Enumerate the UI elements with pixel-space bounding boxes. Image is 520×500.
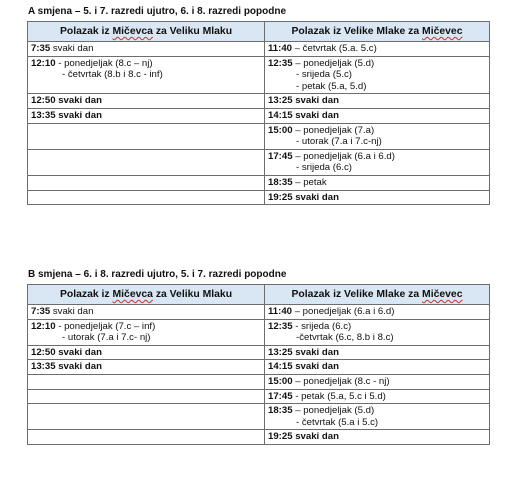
departure-detail: – petak	[292, 176, 327, 188]
departure-micevec-cell	[28, 108, 265, 123]
departure-time: 12:50 svaki dan	[31, 346, 102, 358]
departure-micevec-cell	[28, 56, 265, 94]
departure-velika-mlaka-header	[265, 22, 490, 42]
header-text: za Veliku Mlaku	[152, 289, 233, 300]
departure-micevec-cell	[28, 404, 265, 430]
departure-micevec-header	[28, 285, 265, 305]
departure-time: 15:00	[268, 124, 293, 136]
departure-detail: - ponedjeljak (8.c – nj)	[55, 57, 153, 69]
departure-velika-mlaka-cell	[265, 389, 490, 404]
departure-detail: - petak (5.a, 5.c i 5.d)	[292, 390, 386, 402]
schedule-line	[31, 110, 264, 122]
departure-velika-mlaka-cell	[265, 305, 490, 320]
schedule-line	[31, 69, 264, 81]
schedule-line	[268, 332, 489, 344]
departure-detail: – četvrtak (5.a. 5.c)	[292, 43, 377, 54]
departure-velika-mlaka-cell	[265, 430, 490, 445]
shift-a-table	[27, 21, 490, 205]
schedule-line	[268, 431, 489, 443]
departure-time: 12:35	[268, 320, 293, 332]
departure-micevec-cell	[28, 149, 265, 175]
schedule-line	[268, 81, 489, 93]
table-row	[28, 175, 490, 190]
departure-velika-mlaka-cell	[265, 108, 490, 123]
table-row	[28, 42, 490, 57]
table-header-row	[28, 285, 490, 305]
table-row	[28, 404, 490, 430]
schedule-line	[268, 321, 489, 333]
schedule-line	[268, 110, 489, 122]
shift-b-table	[27, 284, 490, 445]
departure-micevec-cell	[28, 42, 265, 57]
departure-micevec-cell	[28, 123, 265, 149]
departure-time: 11:40	[268, 306, 293, 317]
departure-time: 15:00	[268, 375, 293, 387]
schedule-line	[268, 306, 489, 318]
schedule-line	[31, 321, 264, 333]
schedule-line	[268, 177, 489, 189]
departure-time: 17:45	[268, 150, 293, 162]
departure-detail: - srijeda (6.c)	[296, 162, 352, 174]
departure-velika-mlaka-cell	[265, 319, 490, 345]
table-row	[28, 319, 490, 345]
schedule-line	[31, 332, 264, 344]
schedule-line	[268, 417, 489, 429]
departure-micevec-cell	[28, 190, 265, 205]
table-header-row	[28, 22, 490, 42]
departure-detail: - četvrtak (8.b i 8.c - inf)	[62, 69, 163, 81]
departure-time: 17:45	[268, 390, 293, 402]
departure-detail: – ponedjeljak (8.c - nj)	[292, 375, 390, 387]
table-row	[28, 123, 490, 149]
departure-micevec-cell	[28, 175, 265, 190]
departure-micevec-cell	[28, 374, 265, 389]
departure-micevec-cell	[28, 389, 265, 404]
schedule-line	[268, 58, 489, 70]
schedule-line	[268, 69, 489, 81]
departure-detail: - utorak (7.a i 7.c- nj)	[62, 332, 151, 344]
departure-micevec-cell	[28, 305, 265, 320]
departure-micevec-header	[28, 22, 265, 42]
departure-velika-mlaka-cell	[265, 360, 490, 375]
departure-time: 13:35 svaki dan	[31, 361, 102, 373]
departure-detail: svaki dan	[50, 306, 94, 317]
schedule-line	[268, 162, 489, 174]
schedule-line	[268, 192, 489, 204]
departure-time: 12:10	[31, 57, 56, 69]
departure-velika-mlaka-cell	[265, 56, 490, 94]
header-text: Polazak iz	[59, 289, 113, 300]
departure-detail: - četvrtak (5.a i 5.c)	[296, 416, 379, 428]
schedule-line	[268, 151, 489, 163]
schedule-line	[31, 361, 264, 373]
departure-time: 11:40	[268, 43, 293, 54]
departure-time: 18:35	[268, 176, 293, 188]
departure-time: 7:35	[31, 43, 51, 54]
departure-velika-mlaka-cell	[265, 345, 490, 360]
departure-detail: – ponedjeljak (5.d)	[292, 405, 375, 417]
departure-micevec-cell	[28, 319, 265, 345]
schedule-line	[268, 405, 489, 417]
departure-time: 12:35	[268, 57, 293, 69]
header-text: za Veliku Mlaku	[152, 26, 233, 37]
departure-velika-mlaka-cell	[265, 149, 490, 175]
header-place-name: Mičevca	[112, 26, 153, 37]
departure-detail: – ponedjeljak (6.a i 6.d)	[292, 306, 395, 317]
departure-time: 19:25 svaki dan	[268, 431, 339, 443]
table-row	[28, 305, 490, 320]
schedule-line	[31, 58, 264, 70]
schedule-line	[31, 43, 264, 55]
departure-micevec-cell	[28, 360, 265, 375]
departure-micevec-cell	[28, 430, 265, 445]
schedule-line	[268, 347, 489, 359]
departure-detail: – ponedjeljak (6.a i 6.d)	[292, 150, 395, 162]
departure-velika-mlaka-header	[265, 285, 490, 305]
header-place-name: Mičevec	[422, 289, 463, 300]
departure-time: 13:25 svaki dan	[268, 346, 339, 358]
shift-a-heading: A smjena – 5. i 7. razredi ujutro, 6. i 8. razredi popodne	[28, 6, 287, 17]
schedule-line	[31, 347, 264, 359]
departure-time: 12:10	[31, 320, 56, 332]
departure-time: 13:35 svaki dan	[31, 109, 102, 121]
table-row	[28, 389, 490, 404]
departure-velika-mlaka-cell	[265, 94, 490, 109]
departure-velika-mlaka-cell	[265, 175, 490, 190]
shift-b-heading: B smjena – 6. i 8. razredi ujutro, 5. i 7. razredi popodne	[28, 269, 287, 280]
departure-time: 19:25 svaki dan	[268, 191, 339, 203]
departure-detail: - srijeda (5.c)	[296, 69, 352, 81]
header-place-name: Mičevca	[112, 289, 153, 300]
departure-velika-mlaka-cell	[265, 374, 490, 389]
departure-time: 18:35	[268, 405, 293, 417]
schedule-line	[268, 376, 489, 388]
header-text: Polazak iz Velike Mlake za	[291, 26, 423, 37]
table-row	[28, 430, 490, 445]
schedule-line	[268, 136, 489, 148]
departure-time: 7:35	[31, 306, 51, 317]
departure-velika-mlaka-cell	[265, 42, 490, 57]
departure-time: 14:15 svaki dan	[268, 361, 339, 373]
header-text: Polazak iz	[59, 26, 113, 37]
departure-time: 13:25 svaki dan	[268, 95, 339, 107]
header-text: Polazak iz Velike Mlake za	[291, 289, 423, 300]
departure-detail: - petak (5.a, 5.d)	[296, 80, 367, 92]
departure-detail: - utorak (7.a i 7.c-nj)	[296, 136, 382, 148]
table-row	[28, 345, 490, 360]
table-row	[28, 360, 490, 375]
table-row	[28, 108, 490, 123]
departure-detail: - srijeda (6.c)	[292, 320, 352, 332]
departure-detail: – ponedjeljak (5.d)	[292, 57, 375, 69]
departure-detail: svaki dan	[50, 43, 94, 54]
schedule-line	[268, 391, 489, 403]
schedule-line	[31, 95, 264, 107]
departure-micevec-cell	[28, 94, 265, 109]
table-row	[28, 56, 490, 94]
schedule-line	[268, 125, 489, 137]
schedule-line	[31, 306, 264, 318]
table-row	[28, 94, 490, 109]
departure-velika-mlaka-cell	[265, 190, 490, 205]
schedule-line	[268, 361, 489, 373]
departure-velika-mlaka-cell	[265, 404, 490, 430]
departure-time: 14:15 svaki dan	[268, 109, 339, 121]
table-row	[28, 190, 490, 205]
table-row	[28, 149, 490, 175]
table-row	[28, 374, 490, 389]
departure-detail: -četvrtak (6.c, 8.b i 8.c)	[296, 332, 394, 344]
header-place-name: Mičevec	[422, 26, 463, 37]
departure-detail: - ponedjeljak (7.c – inf)	[55, 320, 156, 332]
departure-velika-mlaka-cell	[265, 123, 490, 149]
departure-time: 12:50 svaki dan	[31, 95, 102, 107]
schedule-line	[268, 43, 489, 55]
departure-micevec-cell	[28, 345, 265, 360]
departure-detail: – ponedjeljak (7.a)	[292, 124, 375, 136]
schedule-line	[268, 95, 489, 107]
